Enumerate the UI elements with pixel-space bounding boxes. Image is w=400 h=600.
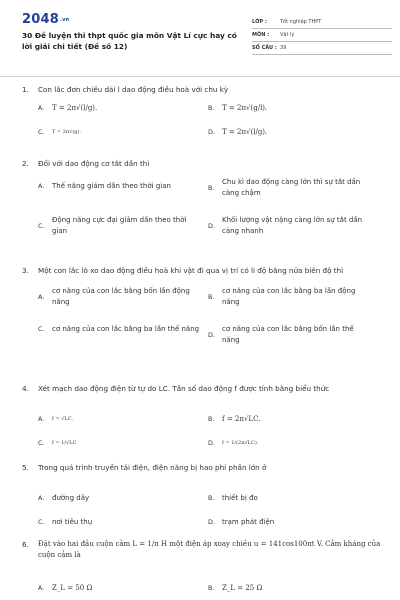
- option-text: trạm phát điện: [222, 518, 275, 526]
- option-text: Động năng cực đại giảm dần theo thời gian: [52, 216, 187, 235]
- option-b[interactable]: [208, 583, 372, 594]
- option-text: T = 2π√(g/l).: [222, 104, 268, 112]
- option-text: Z_L = 50 Ω: [52, 584, 93, 592]
- question-number: 2.: [22, 159, 29, 168]
- option-label: C.: [38, 221, 45, 230]
- meta-value: 39: [280, 45, 287, 51]
- option-a[interactable]: [38, 286, 202, 308]
- option-d[interactable]: [208, 517, 372, 528]
- option-label: D.: [208, 439, 215, 447]
- option-label: C.: [38, 325, 45, 333]
- question-stem: Con lắc đơn chiều dài l dao động điều hoà với chu kỳ: [38, 85, 229, 94]
- option-label: A.: [38, 292, 45, 301]
- option-label: D.: [208, 128, 215, 136]
- option-text: f = 1/(2π√LC).: [222, 440, 259, 446]
- option-label: B.: [208, 104, 215, 112]
- logo-main: 2048: [22, 12, 59, 27]
- option-label: B.: [208, 183, 215, 192]
- option-label: B.: [208, 292, 215, 301]
- option-label: D.: [208, 330, 215, 339]
- option-text: Khối lượng vật nặng càng lớn sự tắt dần càng nhanh: [222, 216, 363, 235]
- meta-info: [252, 16, 392, 55]
- question-4: [22, 383, 382, 450]
- option-label: C.: [38, 439, 45, 447]
- option-a[interactable]: [38, 583, 202, 594]
- meta-value: Tốt nghiệp THPT: [280, 19, 322, 25]
- question-1: [22, 84, 382, 151]
- option-label: D.: [208, 221, 215, 230]
- meta-value: Vật lý: [280, 32, 295, 38]
- question-number: 1.: [22, 85, 29, 94]
- question-3: [22, 265, 382, 354]
- option-a[interactable]: [38, 414, 202, 425]
- option-c[interactable]: [38, 324, 202, 335]
- meta-row-count: [252, 42, 392, 55]
- option-label: C.: [38, 518, 45, 526]
- option-text: Thế năng giảm dần theo thời gian: [52, 182, 171, 190]
- site-logo[interactable]: [22, 12, 69, 27]
- option-label: D.: [208, 518, 215, 526]
- option-text: đường dây: [52, 494, 90, 502]
- option-text: cơ năng của con lắc bằng ba lần động năng: [222, 287, 356, 306]
- option-label: A.: [38, 494, 45, 502]
- option-label: A.: [38, 415, 45, 423]
- meta-key: SỐ CÂU :: [252, 45, 277, 51]
- option-text: Chu kì dao động càng lớn thì sự tắt dần càng chậm: [222, 178, 361, 197]
- header-divider: [0, 76, 400, 77]
- option-a[interactable]: [38, 181, 202, 192]
- option-text: cơ năng của con lắc bằng bốn lần thế năng: [222, 325, 354, 344]
- option-text: cơ năng của con lắc bằng bốn lần động năng: [52, 287, 190, 306]
- option-text: f = 2π√LC.: [222, 415, 261, 423]
- option-label: C.: [38, 128, 45, 136]
- option-d[interactable]: [208, 324, 372, 346]
- option-label: B.: [208, 584, 215, 592]
- question-number: 6.: [22, 540, 29, 549]
- question-number: 3.: [22, 266, 29, 275]
- option-text: cơ năng của con lắc bằng ba lần thế năng: [52, 325, 200, 333]
- document-title: 30 Đề luyện thi thpt quốc gia môn Vật Lí cực hay có lời giải chi tiết (Đề số 12): [22, 31, 237, 51]
- question-stem: Trong quá trình truyền tải điện, điện năng bị hao phí phần lớn ở: [38, 463, 267, 472]
- option-b[interactable]: [208, 414, 372, 425]
- option-text: Z_L = 25 Ω: [222, 584, 263, 592]
- option-label: B.: [208, 415, 215, 423]
- option-c[interactable]: [38, 127, 202, 138]
- option-text: f = 1/√LC: [52, 440, 77, 446]
- option-label: A.: [38, 104, 45, 112]
- question-6: [22, 539, 382, 593]
- question-number: 5.: [22, 463, 29, 472]
- option-text: nơi tiêu thụ: [52, 518, 93, 526]
- option-text: T = 2π√(l/g).: [52, 104, 98, 112]
- option-text: f = √LC.: [52, 416, 73, 422]
- option-d[interactable]: [208, 215, 372, 237]
- option-b[interactable]: [208, 493, 372, 504]
- option-text: T = 2π√(g).: [52, 129, 82, 135]
- meta-key: MÔN :: [252, 32, 270, 38]
- option-c[interactable]: [38, 215, 202, 237]
- meta-key: LỚP :: [252, 19, 267, 25]
- meta-row-class: [252, 16, 392, 29]
- header: [22, 12, 382, 60]
- option-text: T = 2π√(l/g).: [222, 128, 268, 136]
- question-stem: Một con lắc lò xo dao động điều hoà khi vật đi qua vị trí có li độ bằng nửa biên độ thì: [38, 266, 344, 275]
- question-stem: Đặt vào hai đầu cuộn cảm L = 1/π H một điện áp xoay chiều u = 141cos100πt V. Cảm kháng của cuộn cảm là: [38, 540, 381, 559]
- option-label: A.: [38, 584, 45, 592]
- question-stem: Xét mạch dao động điện từ tự do LC. Tần số dao động f được tính bằng biểu thức: [38, 384, 330, 393]
- option-d[interactable]: [208, 127, 372, 138]
- option-c[interactable]: [38, 517, 202, 528]
- option-label: B.: [208, 494, 215, 502]
- option-a[interactable]: [38, 103, 202, 114]
- option-c[interactable]: [38, 438, 202, 449]
- option-b[interactable]: [208, 177, 372, 199]
- option-b[interactable]: [208, 286, 372, 308]
- question-5: [22, 462, 382, 529]
- option-b[interactable]: [208, 103, 372, 114]
- option-label: A.: [38, 182, 45, 190]
- option-text: thiết bị đo: [222, 494, 258, 502]
- question-stem: Đối với dao động cơ tắt dần thì: [38, 159, 150, 168]
- question-2: [22, 158, 382, 247]
- option-a[interactable]: [38, 493, 202, 504]
- meta-row-subject: [252, 29, 392, 42]
- logo-suffix: .vn: [59, 16, 70, 23]
- question-number: 4.: [22, 384, 29, 393]
- option-d[interactable]: [208, 438, 372, 449]
